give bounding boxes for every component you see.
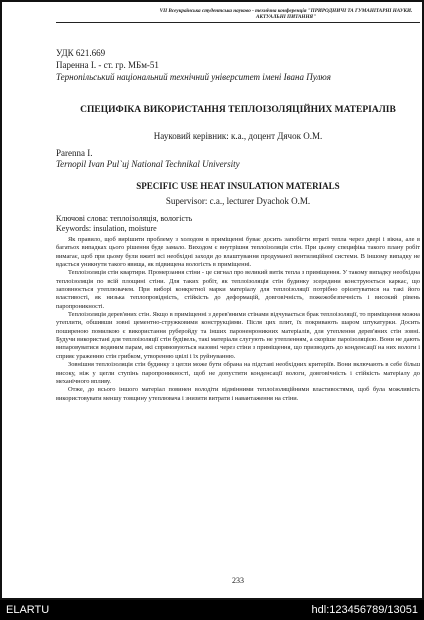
title-en: SPECIFIC USE HEAT INSULATION MATERIALS [136,181,340,191]
udc-code: УДК 621.669 [56,48,106,58]
advisor-en: Supervisor: c.a., lecturer Dyachok O.M. [165,196,311,206]
footer-bar [0,600,424,620]
conference-header: VII Всеукраїнська студентська науково - технічна конференція "ПРИРОДНИЧІ ТА ГУМАНІТАРНІ НАУКИ. АКТУАЛЬНІ ПИТАННЯ" [159,8,413,21]
paragraph-4: Зовнішня теплоізоляція стін будинку з цегли може бути обрана на підставі необхідних критеріїв. Вони включають в себе більш високу, ніж у цегли ступінь паропроникності, щоб не допустити конденсації вологи, довговічність і стійкість матеріалу до механічного впливу. [56,361,420,385]
university-en: Ternopil Ivan Pul`uj National Technikal University [56,159,240,169]
keywords-en: Keywords: insulation, moisture [56,224,157,233]
title-uk: СПЕЦИФІКА ВИКОРИСТАННЯ ТЕПЛОІЗОЛЯЦІЙНИХ МАТЕРІАЛІВ [80,105,396,115]
article-body [56,236,420,403]
advisor-uk: Науковий керівник: к.а., доцент Дячок О.М. [153,131,323,141]
university-uk: Тернопільський національний технічний університет імені Івана Пулюя [56,72,331,82]
handle-id: hdl:123456789/13051 [311,604,418,616]
repository-name: ELARTU [6,604,50,616]
paragraph-3: Теплоізоляція дерев'яних стін. Якщо в приміщенні з дерев'яними стінами відчувається брак теплоізоляції, то приміщення можна утеплити, обшивши зовні цементно-стружковими конструкціями. Після цих плит, їх покривають шаром штукатурки. Досить поширеною помилкою є використання руберойду та інших пароненроникних матеріалів, для утеплення дерев'яних стін зовні. Будучи використані для теплоізоляції стін будівель, такі матеріали слугують не утепленням, а скоріше пароізоляцією. Вони не дають випаровуватися водяним парам, які спрямовуються назовні через стіни з приміщення, що призводить до конденсації на них вологи і сприяє ураженню стін грибком, утворенню цвілі і їх руйнуванню. [56,311,420,360]
header-rule [56,22,420,23]
paragraph-5: Отже, до всього іншого матеріал повинен володіти відмінними теплоізоляційними властивостями, щоб була можливість використовувати меншу товщину утеплювача і знизити витрати і навантаження на стіни. [56,386,420,402]
page-number: 233 [232,576,244,585]
author-en: Parenna I. [56,148,93,158]
author-uk: Паренна І. - ст. гр. МБм-51 [56,60,159,70]
paragraph-2: Теплоізоляція стін квартири. Промерзання стіни - це сигнал про великий витік тепла з приміщення. У такому випадку необхідна теплоізоляція по всій площині стіни. Для таких робіт, як теплоізоляція стін будинку зсередини конструюється каркас, що заповнюється утеплювачем. При виборі конкретної марки матеріалу для теплоізоляції потрібно орієнтуватися на такі його властивості, як низька теплопровідність, стійкість до деформацій, довговічність, пожежобезпечність і високий рівень паропроникності. [56,269,420,310]
keywords-uk: Ключові слова: теплоізоляція, вологість [56,214,193,223]
paragraph-1: Як правило, щоб вирішити проблему з холодом в приміщенні буває досить запобігти втраті тепла через двері і вікна, але в багатьох випадках цього рішення буде замало. Виходом є внутрішня теплоізоляція стін. При цьому специфіка такого плану робіт вимагає, щоб при цьому були вжиті всі необхідні заходи до влаштування продуманої вентиляційної системи. В іншому випадку не вдасться уникнути такого явища, як підвищена вологість в приміщенні. [56,236,420,269]
